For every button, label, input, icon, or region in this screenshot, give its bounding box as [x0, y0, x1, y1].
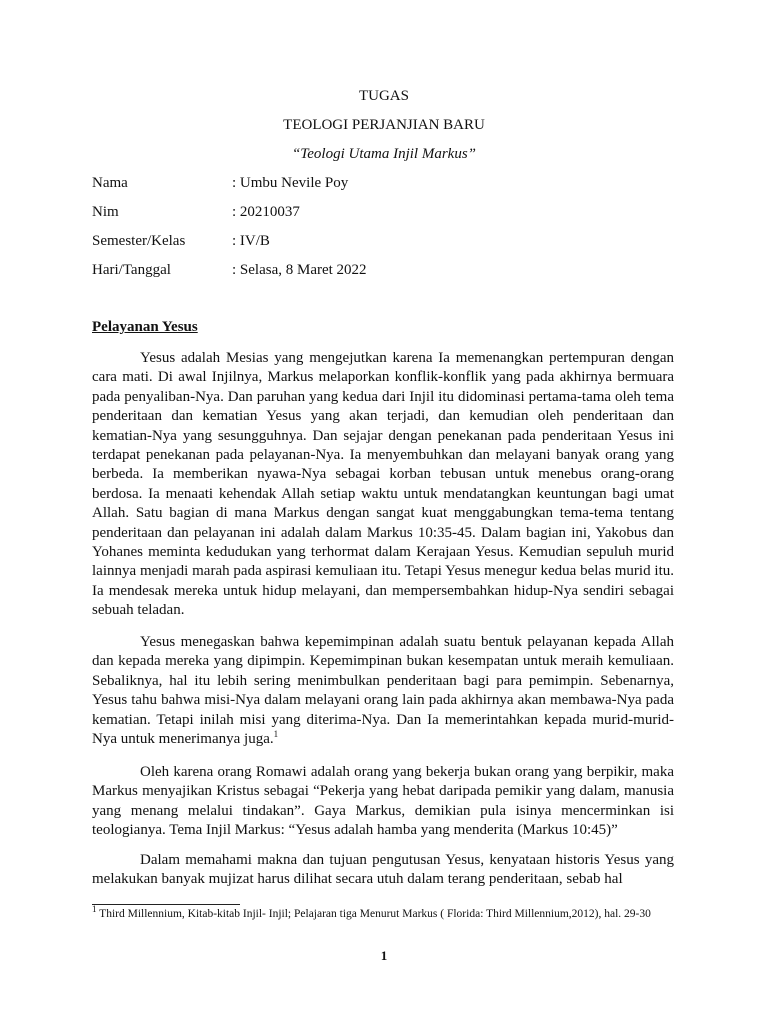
page-number: 1: [380, 948, 388, 963]
date-label: Hari/Tanggal: [92, 262, 171, 278]
date-value: : Selasa, 8 Maret 2022: [232, 262, 367, 278]
footnote: [92, 904, 674, 922]
nim-value: : 20210037: [232, 204, 300, 220]
class-label: Semester/Kelas: [92, 233, 186, 249]
paragraph-2-block: [92, 633, 674, 749]
nim-label: Nim: [92, 204, 119, 220]
footnote-separator: [92, 904, 240, 905]
name-value: : Umbu Nevile Poy: [232, 175, 349, 191]
course-title: TEOLOGI PERJANJIAN BARU: [283, 117, 485, 133]
paragraph-2-text: Yesus menegaskan bahwa kepemimpinan adalah suatu bentuk pelayanan kepada Allah dan kepada mereka yang dipimpin. Kepemimpinan bukan kesempatan untuk meraih kemuliaan. Sebaliknya, hal itu lebih sering menimbulkan penderitaan bagi para pemimpin. Sebenarnya, Yesus tahu bahwa misi-Nya dalam melayani orang lain pada akhirnya akan membawa-Nya pada kematian. Tetapi inilah misi yang diterima-Nya. Dan Ia memerintahkan kepada murid-murid-Nya untuk menerimanya juga.: [92, 634, 674, 748]
section-heading: Pelayanan Yesus: [92, 319, 198, 335]
class-value: : IV/B: [232, 233, 270, 249]
footnote-reference: 1: [273, 729, 279, 740]
paragraph-4: [92, 851, 674, 890]
paragraph-1-text: Yesus adalah Mesias yang mengejutkan karena Ia memenangkan pertempuran dengan cara mati. Di awal Injilnya, Markus melaporkan konflik-konflik yang pada akhirnya bermuara pada penyaliban-Nya. Dan paruhan yang kedua dari Injil itu didominasi pertama-tama oleh tema penderitaan dan kematian Yesus yang akan terjadi, dan kemudian oleh penderitaan dan kematian-Nya yang sesungguhnya. Dan sejajar dengan penekanan pada penderitaan Yesus ini terdapat penekanan pada pelayanan-Nya. Ia menyembuhkan dan melayani banyak orang yang berbeda. Ia memberikan nyawa-Nya sebagai korban tebusan untuk menebus orang-orang berdosa. Ia menaati kehendak Allah setiap waktu untuk mendatangkan keuntungan bagi umat Allah. Satu bagian di mana Markus dengan sangat kuat menggabungkan tema-tema tentang penderitaan dan pelayanan ini adalah dalam Markus 10:35-45. Dalam bagian ini, Yakobus dan Yohanes meminta kedudukan yang terhormat dalam Kerajaan Yesus. Kemudian sepuluh murid lainnya menjadi marah pada aspirasi kemuliaan itu. Tetapi Yesus menegur kedua belas murid itu. Ia mendesak mereka untuk hidup melayani, dan mempersembahkan hidup-Nya sendiri sebagai sebuah teladan.: [92, 350, 674, 619]
paragraph-2: [92, 633, 674, 749]
paragraph-3: [92, 763, 674, 841]
paragraph-4-text: Dalam memahami makna dan tujuan pengutusan Yesus, kenyataan historis Yesus yang melakukan banyak mujizat harus dilihat secara utuh dalam terang penderitaan, sebab hal: [92, 852, 674, 888]
name-label: Nama: [92, 175, 128, 191]
document-title: TUGAS: [358, 88, 409, 104]
footnote-marker: 1: [92, 904, 97, 915]
footnote-text: Third Millennium, Kitab-kitab Injil- Injil; Pelajaran tiga Menurut Markus ( Florida: Third Millennium,2012), hal. 29-30: [96, 908, 651, 920]
topic-title: “Teologi Utama Injil Markus”: [291, 146, 477, 162]
paragraph-3-text: Oleh karena orang Romawi adalah orang yang bekerja bukan orang yang berpikir, maka Markus menyajikan Kristus sebagai “Pekerja yang hebat daripada pemikir yang dalam, manusia yang menang melalui tindakan”. Gaya Markus, demikian pula isinya mencerminkan isi teologianya. Tema Injil Markus: “Yesus adalah hamba yang menderita (Markus 10:45)”: [92, 764, 674, 839]
paragraph-1: [92, 349, 674, 621]
